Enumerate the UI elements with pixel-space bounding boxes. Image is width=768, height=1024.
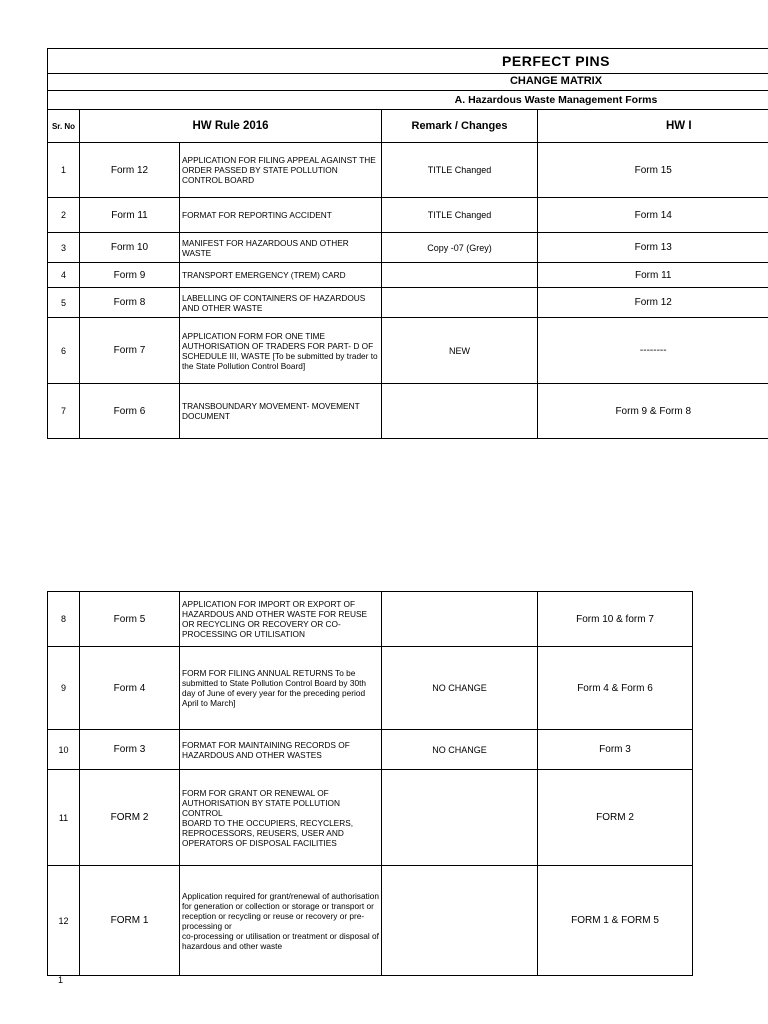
col-hw-rule-2016: HW Rule 2016	[80, 110, 382, 143]
table-row	[48, 233, 768, 263]
row-form-2016: Form 6	[80, 384, 180, 439]
col-sr-no: Sr. No	[48, 110, 80, 143]
row-title: MANIFEST FOR HAZARDOUS AND OTHER WASTE	[180, 233, 382, 263]
row-form-old: Form 10 & form 7	[538, 592, 693, 647]
row-title: FORM FOR GRANT OR RENEWAL OF AUTHORISATION BY STATE POLLUTION CONTROL BOARD TO THE OCCUPIERS, RECYCLERS, REPROCESSORS, REUSERS, USER AND OPERATORS OF DISPOSAL FACILITIES	[180, 770, 382, 866]
company-name: PERFECT PINS	[502, 53, 610, 69]
row-title: FORMAT FOR MAINTAINING RECORDS OF HAZARDOUS AND OTHER WASTES	[180, 730, 382, 770]
col-remark: Remark / Changes	[382, 110, 538, 143]
row-form-old: FORM 1 & FORM 5	[538, 866, 693, 976]
table-row	[48, 198, 768, 233]
row-title: APPLICATION FORM FOR ONE TIME AUTHORISATION OF TRADERS FOR PART- D OF SCHEDULE III, WASTE [To be submitted by trader to the State Pollution Control Board]	[180, 318, 382, 384]
row-title: APPLICATION FOR FILING APPEAL AGAINST THE ORDER PASSED BY STATE POLLUTION CONTROL BOARD	[180, 143, 382, 198]
row-form-old: Form 15	[538, 143, 768, 198]
row-remark	[382, 592, 538, 647]
row-remark	[382, 866, 538, 976]
table-row	[48, 318, 768, 384]
row-form-old: Form 11	[538, 263, 768, 288]
table-row	[48, 592, 693, 647]
row-sr-no: 5	[48, 288, 80, 318]
row-form-old: Form 4 & Form 6	[538, 647, 693, 730]
row-sr-no: 7	[48, 384, 80, 439]
row-form-2016: Form 8	[80, 288, 180, 318]
change-matrix-table-bottom	[47, 591, 693, 976]
row-form-old: Form 13	[538, 233, 768, 263]
row-title: FORMAT FOR REPORTING ACCIDENT	[180, 198, 382, 233]
row-remark: NO CHANGE	[382, 730, 538, 770]
row-form-2016: Form 12	[80, 143, 180, 198]
row-title: TRANSBOUNDARY MOVEMENT- MOVEMENT DOCUMENT	[180, 384, 382, 439]
section-title: A. Hazardous Waste Management Forms	[454, 94, 658, 106]
row-form-old: Form 12	[538, 288, 768, 318]
row-title: FORM FOR FILING ANNUAL RETURNS To be submitted to State Pollution Control Board by 30th day of June of every year for the preceding period April to March]	[180, 647, 382, 730]
row-title: TRANSPORT EMERGENCY (TREM) CARD	[180, 263, 382, 288]
row-sr-no: 6	[48, 318, 80, 384]
row-remark: NEW	[382, 318, 538, 384]
table-row	[48, 143, 768, 198]
table-row	[48, 770, 693, 866]
row-form-2016: FORM 2	[80, 770, 180, 866]
row-remark	[382, 384, 538, 439]
row-form-old: FORM 2	[538, 770, 693, 866]
row-form-2016: Form 4	[80, 647, 180, 730]
row-form-old: --------	[538, 318, 768, 384]
page-number: 1	[58, 975, 64, 985]
row-form-2016: FORM 1	[80, 866, 180, 976]
row-form-old: Form 14	[538, 198, 768, 233]
header-subtitle	[47, 73, 768, 90]
row-remark	[382, 263, 538, 288]
row-form-2016: Form 3	[80, 730, 180, 770]
row-remark: Copy -07 (Grey)	[382, 233, 538, 263]
row-form-2016: Form 11	[80, 198, 180, 233]
row-remark: TITLE Changed	[382, 143, 538, 198]
row-remark	[382, 770, 538, 866]
row-form-2016: Form 9	[80, 263, 180, 288]
header-company	[47, 48, 768, 73]
row-sr-no: 2	[48, 198, 80, 233]
row-sr-no: 11	[48, 770, 80, 866]
row-title: LABELLING OF CONTAINERS OF HAZARDOUS AND OTHER WASTE	[180, 288, 382, 318]
table-row	[48, 263, 768, 288]
row-form-2016: Form 7	[80, 318, 180, 384]
row-sr-no: 8	[48, 592, 80, 647]
row-sr-no: 12	[48, 866, 80, 976]
row-form-2016: Form 5	[80, 592, 180, 647]
change-matrix-table-top	[47, 109, 768, 439]
table-row	[48, 866, 693, 976]
header-section	[47, 90, 768, 109]
table-header-row	[48, 110, 768, 143]
col-hw-old: HW I	[538, 110, 768, 143]
row-remark	[382, 288, 538, 318]
row-sr-no: 9	[48, 647, 80, 730]
row-form-2016: Form 10	[80, 233, 180, 263]
row-form-old: Form 3	[538, 730, 693, 770]
row-title: APPLICATION FOR IMPORT OR EXPORT OF HAZARDOUS AND OTHER WASTE FOR REUSE OR RECYCLING OR RECOVERY OR CO-PROCESSING OR UTILISATION	[180, 592, 382, 647]
row-sr-no: 4	[48, 263, 80, 288]
row-remark: NO CHANGE	[382, 647, 538, 730]
table-row	[48, 384, 768, 439]
row-title: Application required for grant/renewal of authorisation for generation or collection or storage or transport or reception or recycling or reuse or recovery or pre-processing or co-processing or utilisation or treatment or disposal of hazardous and other waste	[180, 866, 382, 976]
row-form-old: Form 9 & Form 8	[538, 384, 768, 439]
change-matrix-title: CHANGE MATRIX	[509, 75, 603, 87]
row-sr-no: 1	[48, 143, 80, 198]
table-row	[48, 288, 768, 318]
row-sr-no: 3	[48, 233, 80, 263]
row-remark: TITLE Changed	[382, 198, 538, 233]
table-row	[48, 647, 693, 730]
row-sr-no: 10	[48, 730, 80, 770]
table-row	[48, 730, 693, 770]
